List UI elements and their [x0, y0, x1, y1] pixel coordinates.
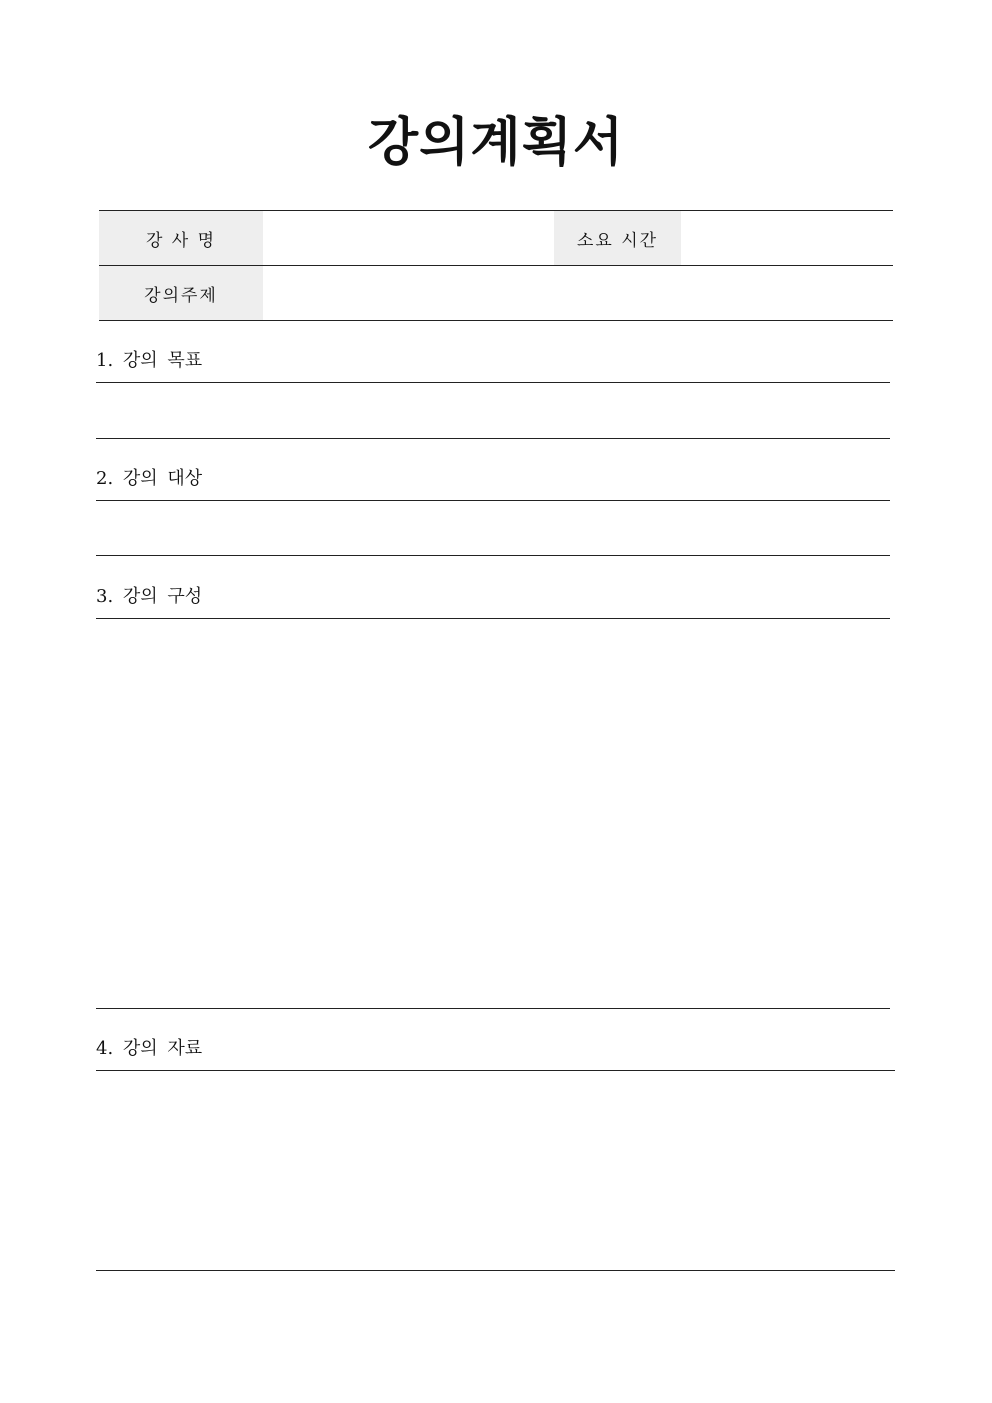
- section-heading: 2. 강의 대상: [96, 465, 890, 501]
- info-table: [99, 210, 893, 321]
- section-content-field[interactable]: [96, 619, 890, 1009]
- section-materials: [96, 1035, 895, 1271]
- topic-label: 강의주제: [99, 266, 263, 320]
- topic-value-field[interactable]: [263, 266, 893, 320]
- section-content-field[interactable]: [96, 383, 890, 439]
- section-heading: 1. 강의 목표: [96, 347, 890, 383]
- section-content-field[interactable]: [96, 1071, 895, 1271]
- section-heading: 3. 강의 구성: [96, 583, 890, 619]
- info-row-instructor: [99, 211, 893, 266]
- duration-label: 소요 시간: [554, 211, 681, 265]
- duration-value-field[interactable]: [681, 211, 893, 265]
- instructor-label: 강 사 명: [99, 211, 263, 265]
- info-row-topic: [99, 266, 893, 321]
- section-audience: [96, 465, 890, 556]
- section-heading: 4. 강의 자료: [96, 1035, 895, 1071]
- section-goals: [96, 347, 890, 439]
- document-title: 강의계획서: [367, 112, 625, 173]
- section-content-field[interactable]: [96, 501, 890, 556]
- section-structure: [96, 583, 890, 1009]
- instructor-value-field[interactable]: [263, 211, 554, 265]
